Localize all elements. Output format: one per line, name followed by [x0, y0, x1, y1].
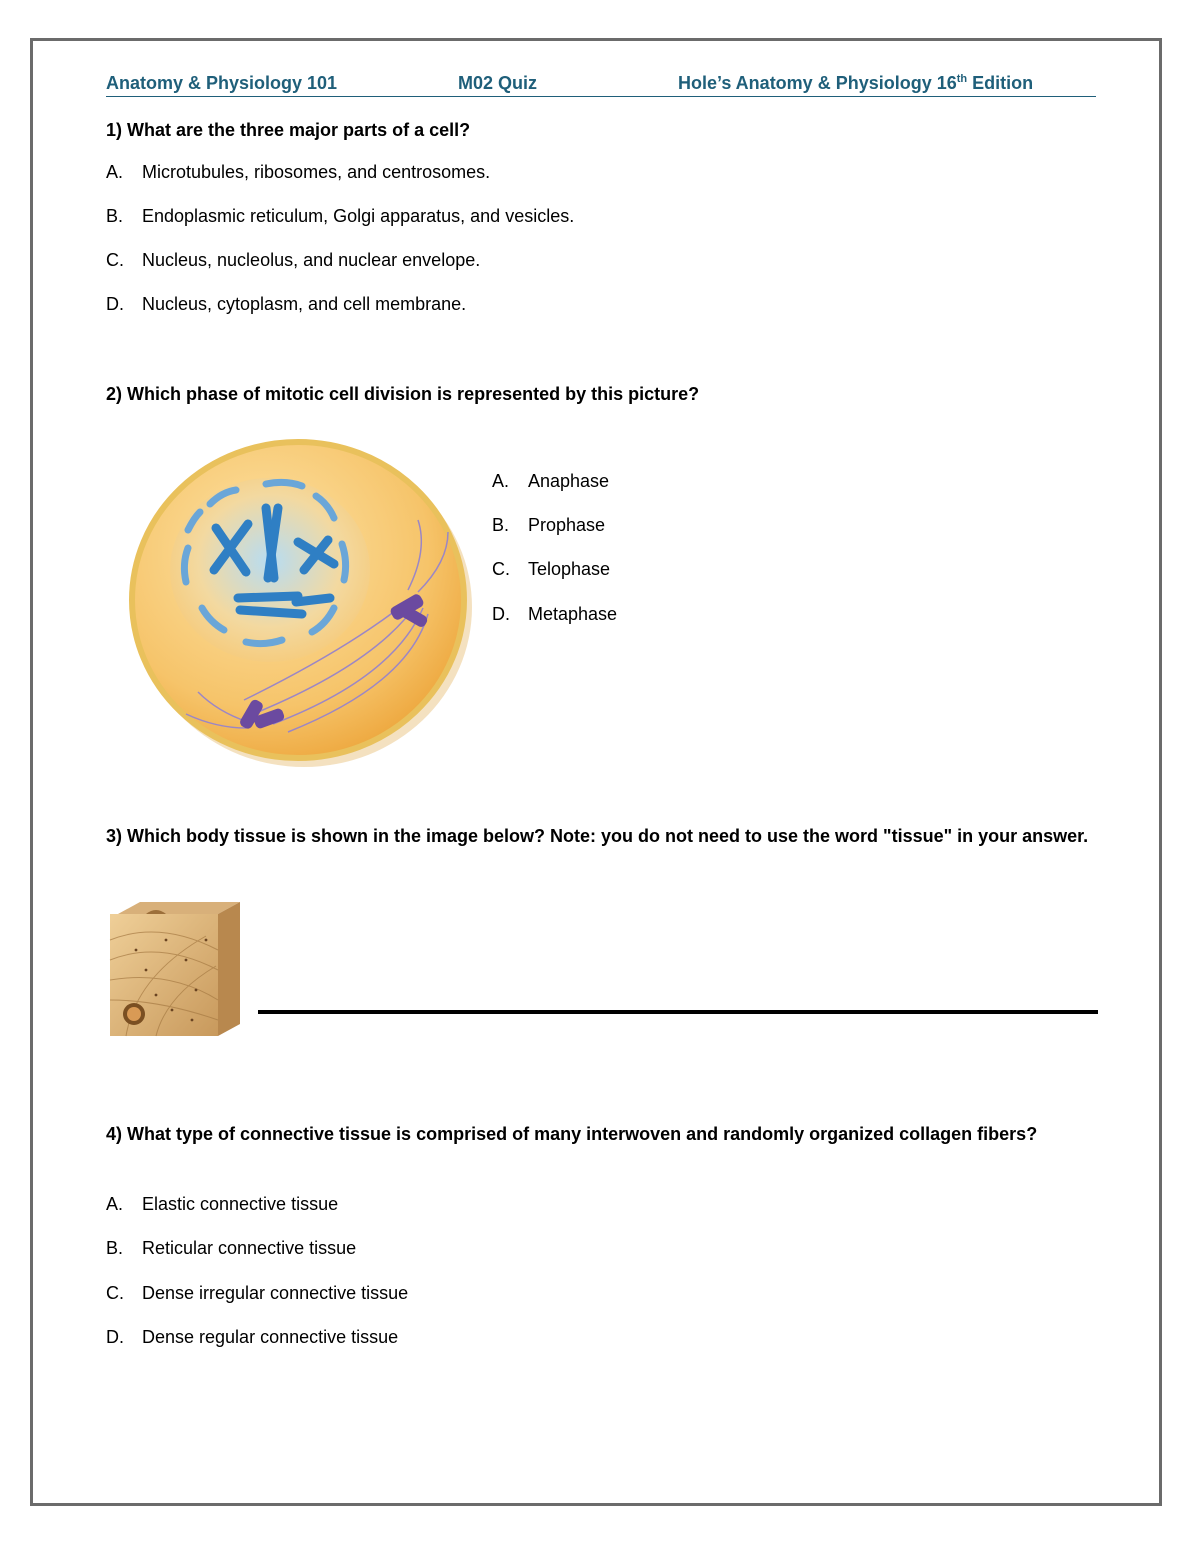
q4-option-b[interactable]	[106, 1238, 356, 1259]
q4-option-a[interactable]	[106, 1194, 338, 1215]
option-letter: D.	[106, 294, 124, 314]
option-letter: A.	[106, 1194, 124, 1214]
option-text: Anaphase	[528, 471, 610, 491]
option-letter: D.	[492, 604, 510, 624]
textbook-title-main: Hole’s Anatomy & Physiology 16	[678, 73, 957, 93]
option-letter: C.	[106, 250, 124, 270]
option-text: Telophase	[528, 559, 611, 579]
q1-option-b[interactable]	[106, 206, 574, 227]
textbook-title	[678, 73, 1033, 94]
q1-option-c[interactable]	[106, 250, 480, 271]
option-text: Nucleus, nucleolus, and nuclear envelope.	[142, 250, 481, 270]
option-letter: B.	[492, 515, 510, 535]
textbook-title-tail: Edition	[967, 73, 1034, 93]
option-text: Nucleus, cytoplasm, and cell membrane.	[142, 294, 467, 314]
option-letter: B.	[106, 206, 124, 226]
option-letter: C.	[106, 1283, 124, 1303]
option-text: Dense regular connective tissue	[142, 1327, 399, 1347]
q4-option-d[interactable]	[106, 1327, 398, 1348]
q1-option-a[interactable]	[106, 162, 490, 183]
option-text: Elastic connective tissue	[142, 1194, 339, 1214]
option-text: Prophase	[528, 515, 606, 535]
q2-option-b[interactable]	[492, 515, 605, 536]
q2-option-d[interactable]	[492, 604, 617, 625]
option-letter: D.	[106, 1327, 124, 1347]
q4-option-c[interactable]	[106, 1283, 408, 1304]
option-letter: A.	[492, 471, 510, 491]
option-text: Endoplasmic reticulum, Golgi apparatus, and vesicles.	[142, 206, 575, 226]
textbook-edition-suffix: th	[956, 73, 968, 85]
bone-tissue-image	[106, 900, 244, 1040]
option-text: Dense irregular connective tissue	[142, 1283, 409, 1303]
q2-option-a[interactable]	[492, 471, 609, 492]
q2-option-c[interactable]	[492, 559, 610, 580]
question-3: 3) Which body tissue is shown in the image below? Note: you do not need to use the word "tissue" in your answer.	[106, 826, 1089, 846]
prophase-cell-image	[128, 432, 473, 772]
option-letter: C.	[492, 559, 510, 579]
quiz-title: M02 Quiz	[458, 73, 538, 93]
q1-option-d[interactable]	[106, 294, 466, 315]
option-letter: A.	[106, 162, 124, 182]
option-text: Metaphase	[528, 604, 618, 624]
option-text: Reticular connective tissue	[142, 1238, 357, 1258]
course-title: Anatomy & Physiology 101	[106, 73, 338, 93]
question-2: 2) Which phase of mitotic cell division is represented by this picture?	[106, 384, 700, 404]
page-header	[106, 72, 1096, 97]
option-letter: B.	[106, 1238, 124, 1258]
answer-line[interactable]	[258, 1010, 1098, 1014]
option-text: Microtubules, ribosomes, and centrosomes.	[142, 162, 491, 182]
question-1: 1) What are the three major parts of a cell?	[106, 120, 471, 140]
question-4: 4) What type of connective tissue is comprised of many interwoven and randomly organized collagen fibers?	[106, 1124, 1038, 1144]
